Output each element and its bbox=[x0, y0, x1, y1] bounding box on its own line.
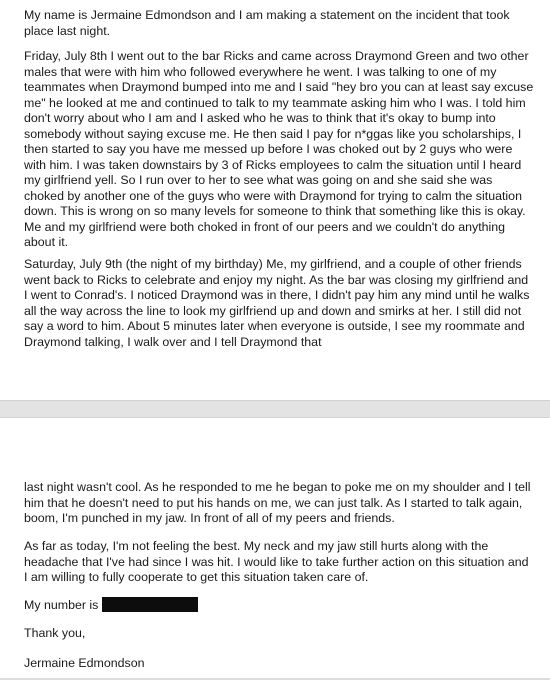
continuation-paragraph: last night wasn't cool. As he responded to me he began to poke me on my shoulder and I tell him that he doesn't need to put his hands on me, we can just talk. As I started to talk again, boom, I'm punched in my jaw. In front of all of my peers and friends. bbox=[24, 480, 531, 525]
current-condition-paragraph: As far as today, I'm not feeling the best. My neck and my jaw still hurts along with the headache that I've had since I was hit. I would like to take further action on this situation and I am willing to fully cooperate to get this situation taken care of. bbox=[24, 539, 529, 584]
friday-incident-paragraph: Friday, July 8th I went out to the bar Ricks and came across Draymond Green and two other males that were with him who followed everywhere he went. I was talking to one of my teammates when Draymond bumped into me and I said "hey bro you can at least say excuse me" he looked at me and continued to talk to my teammate asking him who I was. I told him don't worry about who I am and I asked who he was to think that it's okay to bump into somebody without saying excuse me. He then said I pay for n*ggas like you scholarships, I then started to say you have me messed up before I was choked out by 2 guys who were with him. I was taken downstairs by 3 of Ricks employees to calm the situation until I heard my girlfriend yell. So I run over to her to see what was going on and she said she was choked by another one of the guys who were with Draymond for trying to calm the situation down. This is wrong on so many levels for someone to think that something like this is okay. Me and my girlfriend were both choked in front of our peers and we couldn't do anything about it. bbox=[24, 49, 534, 249]
page-break bbox=[0, 400, 550, 418]
contact-number-line bbox=[24, 597, 535, 614]
contact-number-label: My number is bbox=[24, 598, 99, 612]
statement-page-2 bbox=[0, 418, 550, 680]
closing-line: Thank you, bbox=[24, 626, 86, 640]
signature-name: Jermaine Edmondson bbox=[24, 656, 145, 670]
saturday-incident-paragraph: Saturday, July 9th (the night of my birthday) Me, my girlfriend, and a couple of other friends went back to Ricks to celebrate and enjoy my night. As the bar was closing my girlfriend and I went to Conrad's. I noticed Draymond was in there, I didn't pay him any mind until he walks all the way across the line to look my girlfriend up and down and smirks at her. I still did not say a word to him. About 5 minutes later when everyone is outside, I see my roommate and Draymond talking, I walk over and I tell Draymond that bbox=[24, 257, 530, 349]
redacted-phone-number bbox=[102, 597, 198, 612]
intro-paragraph: My name is Jermaine Edmondson and I am making a statement on the incident that took place last night. bbox=[24, 8, 510, 38]
